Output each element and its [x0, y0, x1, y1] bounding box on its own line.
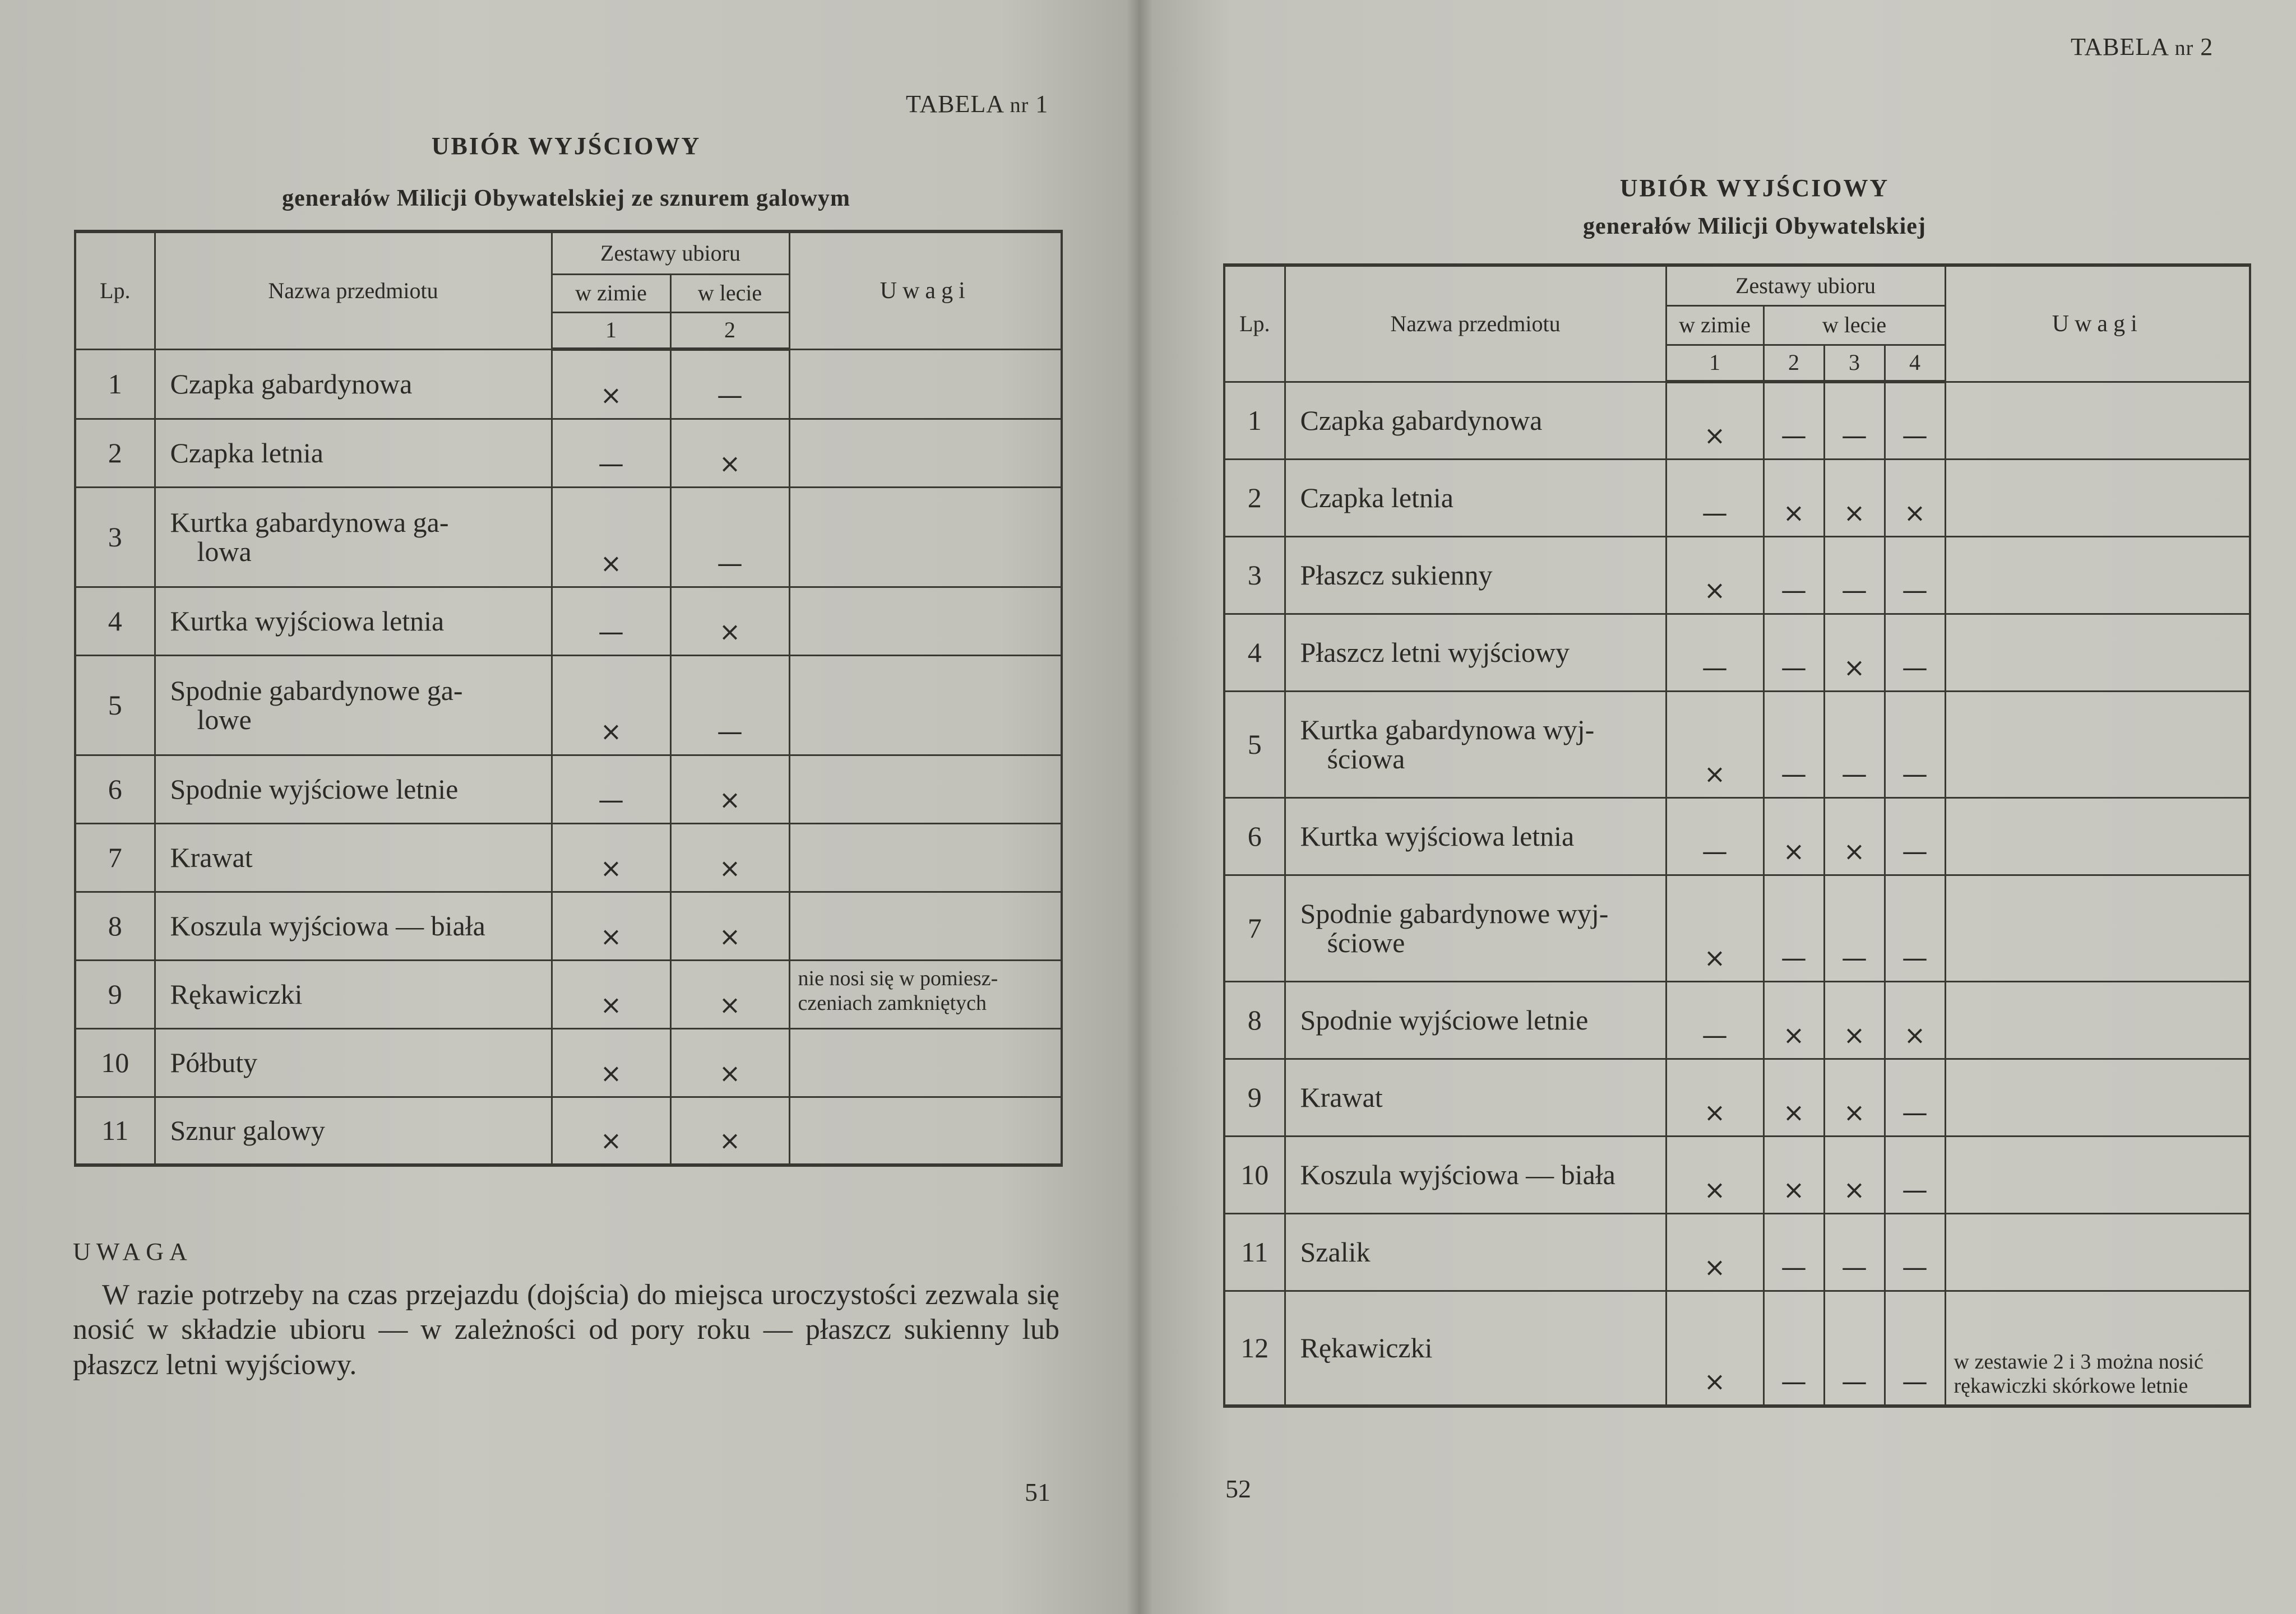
item-name-text: Czapka gabardynowa [1300, 404, 1543, 436]
row-remarks [1945, 382, 2250, 459]
item-name-text: Sznur galowy [170, 1115, 325, 1146]
table-row [1224, 536, 2250, 614]
row-remarks [1945, 875, 2250, 981]
row-remarks [1945, 1059, 2250, 1136]
table-row [1224, 382, 2250, 459]
mark-set-3: — [1824, 1213, 1885, 1291]
row-remarks [1945, 691, 2250, 797]
header-sets: Zestawy ubioru [552, 231, 789, 274]
table-1-subtitle: generałów Milicji Obywatelskiej ze sznurem galowym [282, 185, 850, 211]
row-remarks [789, 892, 1062, 960]
item-name-text: Rękawiczki [1300, 1332, 1433, 1363]
row-remarks [1945, 614, 2250, 691]
row-item-name [1285, 1136, 1666, 1213]
row-remarks [1945, 1213, 2250, 1291]
row-item-name [155, 1097, 552, 1165]
item-name-text: Rękawiczki [170, 978, 303, 1010]
row-remarks [789, 823, 1062, 892]
row-lp: 11 [1224, 1213, 1285, 1291]
row-lp: 11 [75, 1097, 155, 1165]
item-name-text: Półbuty [170, 1046, 258, 1078]
table-row [75, 587, 1062, 655]
mark-set-3: × [1824, 981, 1885, 1059]
row-remarks [789, 487, 1062, 587]
table-2 [1223, 263, 2251, 1408]
row-item-name [1285, 875, 1666, 981]
mark-set-4: — [1885, 875, 1945, 981]
row-item-name [155, 419, 552, 487]
mark-set-2: × [1763, 981, 1824, 1059]
row-item-name [155, 892, 552, 960]
mark-set-2: × [670, 587, 789, 655]
mark-set-3: × [1824, 1059, 1885, 1136]
header-sets: Zestawy ubioru [1666, 265, 1945, 305]
mark-set-1: × [552, 892, 670, 960]
row-item-name [1285, 797, 1666, 875]
row-item-name [155, 587, 552, 655]
row-lp: 3 [1224, 536, 1285, 614]
row-lp: 7 [1224, 875, 1285, 981]
table-row [75, 487, 1062, 587]
right-page [1138, 0, 2296, 1614]
row-remarks [1945, 536, 2250, 614]
mark-set-4: — [1885, 1213, 1945, 1291]
mark-set-2: × [670, 960, 789, 1028]
row-lp: 5 [75, 655, 155, 755]
row-remarks [789, 349, 1062, 419]
table-1 [74, 230, 1063, 1167]
mark-set-4: — [1885, 1291, 1945, 1406]
row-remarks [789, 1097, 1062, 1165]
item-name-continuation: lowa [197, 536, 252, 567]
row-lp: 3 [75, 487, 155, 587]
header-remarks: Uwagi [1945, 265, 2250, 382]
mark-set-1: — [552, 755, 670, 823]
row-item-name [1285, 459, 1666, 536]
table-row [1224, 797, 2250, 875]
item-name-text: Koszula wyjściowa — biała [1300, 1158, 1615, 1190]
mark-set-1: — [552, 587, 670, 655]
row-item-name [1285, 1213, 1666, 1291]
table-1-title: UBIÓR WYJŚCIOWY [431, 132, 701, 160]
mark-set-2: — [1763, 382, 1824, 459]
mark-set-2: — [1763, 875, 1824, 981]
header-name: Nazwa przedmiotu [155, 231, 552, 349]
row-lp: 10 [1224, 1136, 1285, 1213]
page-number-51: 51 [1025, 1478, 1050, 1506]
row-remarks: w zestawie 2 i 3 można nosić rękawiczki skórkowe letnie [1945, 1291, 2250, 1406]
row-remarks [789, 1028, 1062, 1097]
item-name-text: Kurtka wyjściowa letnia [170, 605, 445, 637]
mark-set-1: × [1666, 875, 1763, 981]
item-name-text: Płaszcz sukienny [1300, 559, 1493, 591]
row-item-name [1285, 614, 1666, 691]
mark-set-2: × [1763, 797, 1824, 875]
row-remarks [1945, 797, 2250, 875]
mark-set-2: — [1763, 614, 1824, 691]
table-row [1224, 691, 2250, 797]
table-2-label: TABELA nr 2 [2071, 33, 2214, 61]
row-lp: 10 [75, 1028, 155, 1097]
mark-set-2: × [1763, 1136, 1824, 1213]
item-name-text: Spodnie wyjściowe letnie [170, 773, 459, 805]
mark-set-2: × [670, 1097, 789, 1165]
item-name-continuation: lowe [197, 704, 252, 735]
header-winter: w zimie [552, 274, 670, 312]
table-row [1224, 1213, 2250, 1291]
mark-set-1: × [1666, 1213, 1763, 1291]
row-lp: 8 [1224, 981, 1285, 1059]
left-page [0, 0, 1138, 1614]
row-remarks [1945, 1136, 2250, 1213]
row-lp: 4 [1224, 614, 1285, 691]
table-row [75, 960, 1062, 1028]
header-lp: Lp. [75, 231, 155, 349]
row-lp: 9 [1224, 1059, 1285, 1136]
header-set-3: 3 [1824, 345, 1885, 382]
book-gutter [1127, 0, 1152, 1614]
mark-set-1: × [1666, 382, 1763, 459]
item-name-continuation: ściowe [1327, 927, 1405, 958]
table-row [1224, 1291, 2250, 1406]
item-name-text: Spodnie gabardynowe ga- [170, 674, 463, 706]
header-set-1: 1 [552, 312, 670, 349]
mark-set-3: — [1824, 691, 1885, 797]
row-item-name [1285, 1291, 1666, 1406]
item-name-text: Czapka letnia [170, 437, 323, 469]
mark-set-3: — [1824, 382, 1885, 459]
item-name-text: Spodnie gabardynowe wyj- [1300, 897, 1609, 929]
row-item-name [155, 1028, 552, 1097]
mark-set-1: — [1666, 797, 1763, 875]
mark-set-1: × [552, 1028, 670, 1097]
header-set-4: 4 [1885, 345, 1945, 382]
item-name-continuation: ściowa [1327, 743, 1405, 774]
mark-set-2: — [1763, 1291, 1824, 1406]
mark-set-2: — [670, 349, 789, 419]
mark-set-2: × [1763, 1059, 1824, 1136]
item-name-text: Krawat [170, 841, 253, 873]
row-lp: 1 [1224, 382, 1285, 459]
mark-set-1: — [1666, 614, 1763, 691]
item-name-text: Czapka letnia [1300, 481, 1453, 513]
mark-set-3: × [1824, 614, 1885, 691]
row-item-name [1285, 981, 1666, 1059]
mark-set-3: × [1824, 797, 1885, 875]
item-name-text: Płaszcz letni wyjściowy [1300, 636, 1570, 668]
mark-set-4: × [1885, 981, 1945, 1059]
row-item-name [1285, 536, 1666, 614]
mark-set-3: — [1824, 1291, 1885, 1406]
item-name-text: Koszula wyjściowa — biała [170, 910, 485, 942]
table-2-title: UBIÓR WYJŚCIOWY [1619, 174, 1890, 202]
table-row [75, 419, 1062, 487]
table-row [1224, 614, 2250, 691]
row-remarks [789, 419, 1062, 487]
mark-set-3: × [1824, 1136, 1885, 1213]
row-lp: 12 [1224, 1291, 1285, 1406]
mark-set-2: × [670, 1028, 789, 1097]
header-name: Nazwa przedmiotu [1285, 265, 1666, 382]
row-lp: 6 [75, 755, 155, 823]
row-lp: 6 [1224, 797, 1285, 875]
mark-set-1: × [552, 960, 670, 1028]
row-remarks: nie nosi się w pomiesz-czeniach zamkniętych [789, 960, 1062, 1028]
header-summer: w lecie [1763, 305, 1945, 345]
mark-set-3: × [1824, 459, 1885, 536]
row-remarks [789, 655, 1062, 755]
item-name-text: Spodnie wyjściowe letnie [1300, 1004, 1589, 1036]
row-item-name [1285, 382, 1666, 459]
mark-set-1: × [1666, 1291, 1763, 1406]
uwaga-text: W razie potrzeby na czas przejazdu (dojścia) do miejsca uroczystości zezwala się nosić w składzie ubioru — w zależności od pory roku — płaszcz sukienny lub płaszcz letni wyjściowy. [73, 1279, 1059, 1381]
table-row [1224, 1136, 2250, 1213]
header-winter: w zimie [1666, 305, 1763, 345]
table-row [75, 755, 1062, 823]
mark-set-1: × [552, 655, 670, 755]
mark-set-3: — [1824, 875, 1885, 981]
table-row [75, 1028, 1062, 1097]
mark-set-2: — [1763, 691, 1824, 797]
row-item-name [155, 487, 552, 587]
mark-set-3: — [1824, 536, 1885, 614]
header-set-2: 2 [670, 312, 789, 349]
mark-set-2: — [670, 655, 789, 755]
item-name-text: Czapka gabardynowa [170, 368, 413, 400]
page-number-52: 52 [1225, 1474, 1251, 1503]
row-lp: 9 [75, 960, 155, 1028]
row-lp: 7 [75, 823, 155, 892]
row-lp: 8 [75, 892, 155, 960]
item-name-text: Szalik [1300, 1236, 1371, 1268]
row-remarks [789, 755, 1062, 823]
mark-set-4: — [1885, 536, 1945, 614]
row-lp: 1 [75, 349, 155, 419]
mark-set-2: — [1763, 1213, 1824, 1291]
item-name-text: Kurtka gabardynowa wyj- [1300, 713, 1595, 745]
row-lp: 4 [75, 587, 155, 655]
table-row [1224, 875, 2250, 981]
header-set-2: 2 [1763, 345, 1824, 382]
header-summer: w lecie [670, 274, 789, 312]
mark-set-1: × [1666, 1136, 1763, 1213]
row-item-name [1285, 1059, 1666, 1136]
mark-set-2: — [670, 487, 789, 587]
mark-set-1: × [552, 487, 670, 587]
mark-set-1: × [1666, 691, 1763, 797]
mark-set-2: × [670, 419, 789, 487]
mark-set-1: × [552, 1097, 670, 1165]
item-name-text: Kurtka gabardynowa ga- [170, 506, 449, 538]
mark-set-1: × [1666, 536, 1763, 614]
header-set-1: 1 [1666, 345, 1763, 382]
row-lp: 2 [75, 419, 155, 487]
mark-set-1: × [1666, 1059, 1763, 1136]
table-row [1224, 981, 2250, 1059]
table-row [75, 1097, 1062, 1165]
row-item-name [155, 655, 552, 755]
row-item-name [155, 349, 552, 419]
row-item-name [155, 823, 552, 892]
mark-set-1: — [552, 419, 670, 487]
uwaga-heading: UWAGA [73, 1238, 193, 1265]
mark-set-4: × [1885, 459, 1945, 536]
item-name-text: Kurtka wyjściowa letnia [1300, 820, 1575, 852]
table-row [75, 823, 1062, 892]
row-item-name [155, 755, 552, 823]
mark-set-2: × [670, 823, 789, 892]
mark-set-2: — [1763, 536, 1824, 614]
table-2-subtitle: generałów Milicji Obywatelskiej [1583, 214, 1926, 239]
item-name-text: Krawat [1300, 1081, 1383, 1113]
mark-set-4: — [1885, 797, 1945, 875]
row-remarks [789, 587, 1062, 655]
header-remarks: Uwagi [789, 231, 1062, 349]
mark-set-1: — [1666, 981, 1763, 1059]
table-row [75, 349, 1062, 419]
row-item-name [1285, 691, 1666, 797]
header-lp: Lp. [1224, 265, 1285, 382]
mark-set-1: × [552, 823, 670, 892]
table-row [75, 655, 1062, 755]
mark-set-4: — [1885, 691, 1945, 797]
table-row [75, 892, 1062, 960]
row-remarks [1945, 459, 2250, 536]
row-remarks [1945, 981, 2250, 1059]
mark-set-2: × [670, 892, 789, 960]
row-lp: 5 [1224, 691, 1285, 797]
mark-set-4: — [1885, 1059, 1945, 1136]
table-row [1224, 1059, 2250, 1136]
table-row [1224, 459, 2250, 536]
mark-set-4: — [1885, 614, 1945, 691]
table-1-label: TABELA nr 1 [906, 90, 1049, 118]
row-lp: 2 [1224, 459, 1285, 536]
mark-set-4: — [1885, 382, 1945, 459]
mark-set-2: × [670, 755, 789, 823]
mark-set-1: — [1666, 459, 1763, 536]
mark-set-2: × [1763, 459, 1824, 536]
mark-set-1: × [552, 349, 670, 419]
row-item-name [155, 960, 552, 1028]
mark-set-4: — [1885, 1136, 1945, 1213]
